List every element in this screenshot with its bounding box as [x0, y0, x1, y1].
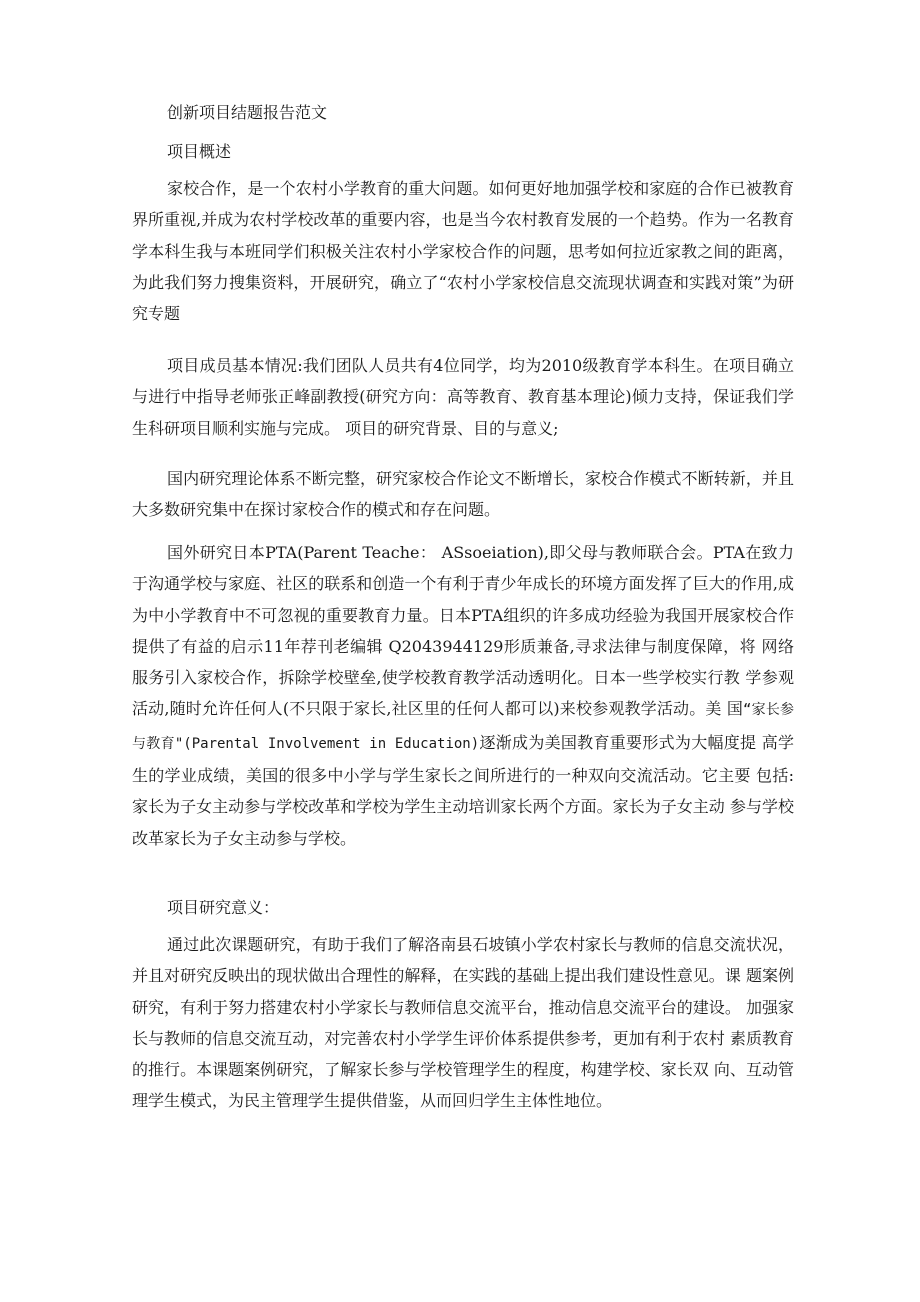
- significance-heading: 项目研究意义：: [167, 898, 280, 917]
- paragraph-foreign-english-term: “家长参与教育"(Parental Involvement in Education): [132, 702, 794, 752]
- paragraph-members: 项目成员基本情况:我们团队人员共有4位同学，均为2010级教育学本科生。在项目确立与进行中指导老师张正峰副教授(研究方向：高等教育、教育基本理论)倾力支持，保证我们学生科研项目顺利实施与完成。 项目的研究背景、目的与意义;: [132, 356, 794, 438]
- paragraph-intro: 家校合作，是一个农村小学教育的重大问题。如何更好地加强学校和家庭的合作已被教育界所重视,并成为农村学校改革的重要内容，也是当今农村教育发展的一个趋势。作为一名教育学本科生我与本班同学们积极关注农村小学家校合作的问题，思考如何拉近家教之间的距离，为此我们努力搜集资料，开展研究，确立了“农村小学家校信息交流现状调查和实践对策”为研究专题: [132, 179, 794, 324]
- paragraph-domestic: 国内研究理论体系不断完整，研究家校合作论文不断增长，家校合作模式不断转新，并且大多数研究集中在探讨家校合作的模式和存在问题。: [132, 469, 794, 520]
- overview-heading: 项目概述: [167, 142, 232, 161]
- paragraph-foreign-part-b: 逐渐成为美国教育重要形式为大幅度提 高学生的学业成绩，美国的很多中小学与学生家长之间所进行的一种双向交流活动。它主要 包括: 家长为子女主动参与学校改革和学校为学生主动培训家长两个方面。家长为子女主动 参与学校改革家长为子女主动参与学校。: [132, 732, 795, 848]
- paragraph-foreign-part-a: 国外研究日本PTA(Parent Teache： ASsoeiation),即父母与教师联合会。PTA在致力于沟通学校与家庭、社区的联系和创造一个有利于青少年成长的环境方面发挥了巨大的作用,成为中小学教育中不可忽视的重要教育力量。日本PTA组织的许多成功经验为我国开展家校合作提供了有益的启示11年荐刊老编辑 Q2043944129形质兼备,寻求法律与制度保障，将 网络服务引入家校合作，拆除学校壁垒,使学校教育教学活动透明化。日本一些学校实行教 学参观活动,随时允许任何人(不只限于家长,社区里的任何人都可以)来校参观教学活动。美 国: [132, 543, 794, 719]
- paragraph-significance: 通过此次课题研究，有助于我们了解洛南县石坡镇小学农村家长与教师的信息交流状况，并且对研究反映出的现状做出合理性的解释，在实践的基础上提出我们建设性意见。课 题案例研究，有利于努力搭建农村小学家长与教师信息交流平台，推动信息交流平台的建设。 加强家长与教师的信息交流互动，对完善农村小学学生评价体系提供参考，更加有利于农村 素质教育的推行。本课题案例研究，了解家长参与学校管理学生的程度，构建学校、家长双 向、互动管理学生模式，为民主管理学生提供借鉴，从而回归学生主体性地位。: [132, 935, 794, 1111]
- document-title: 创新项目结题报告范文: [167, 103, 328, 122]
- paragraph-foreign-research: [132, 537, 794, 854]
